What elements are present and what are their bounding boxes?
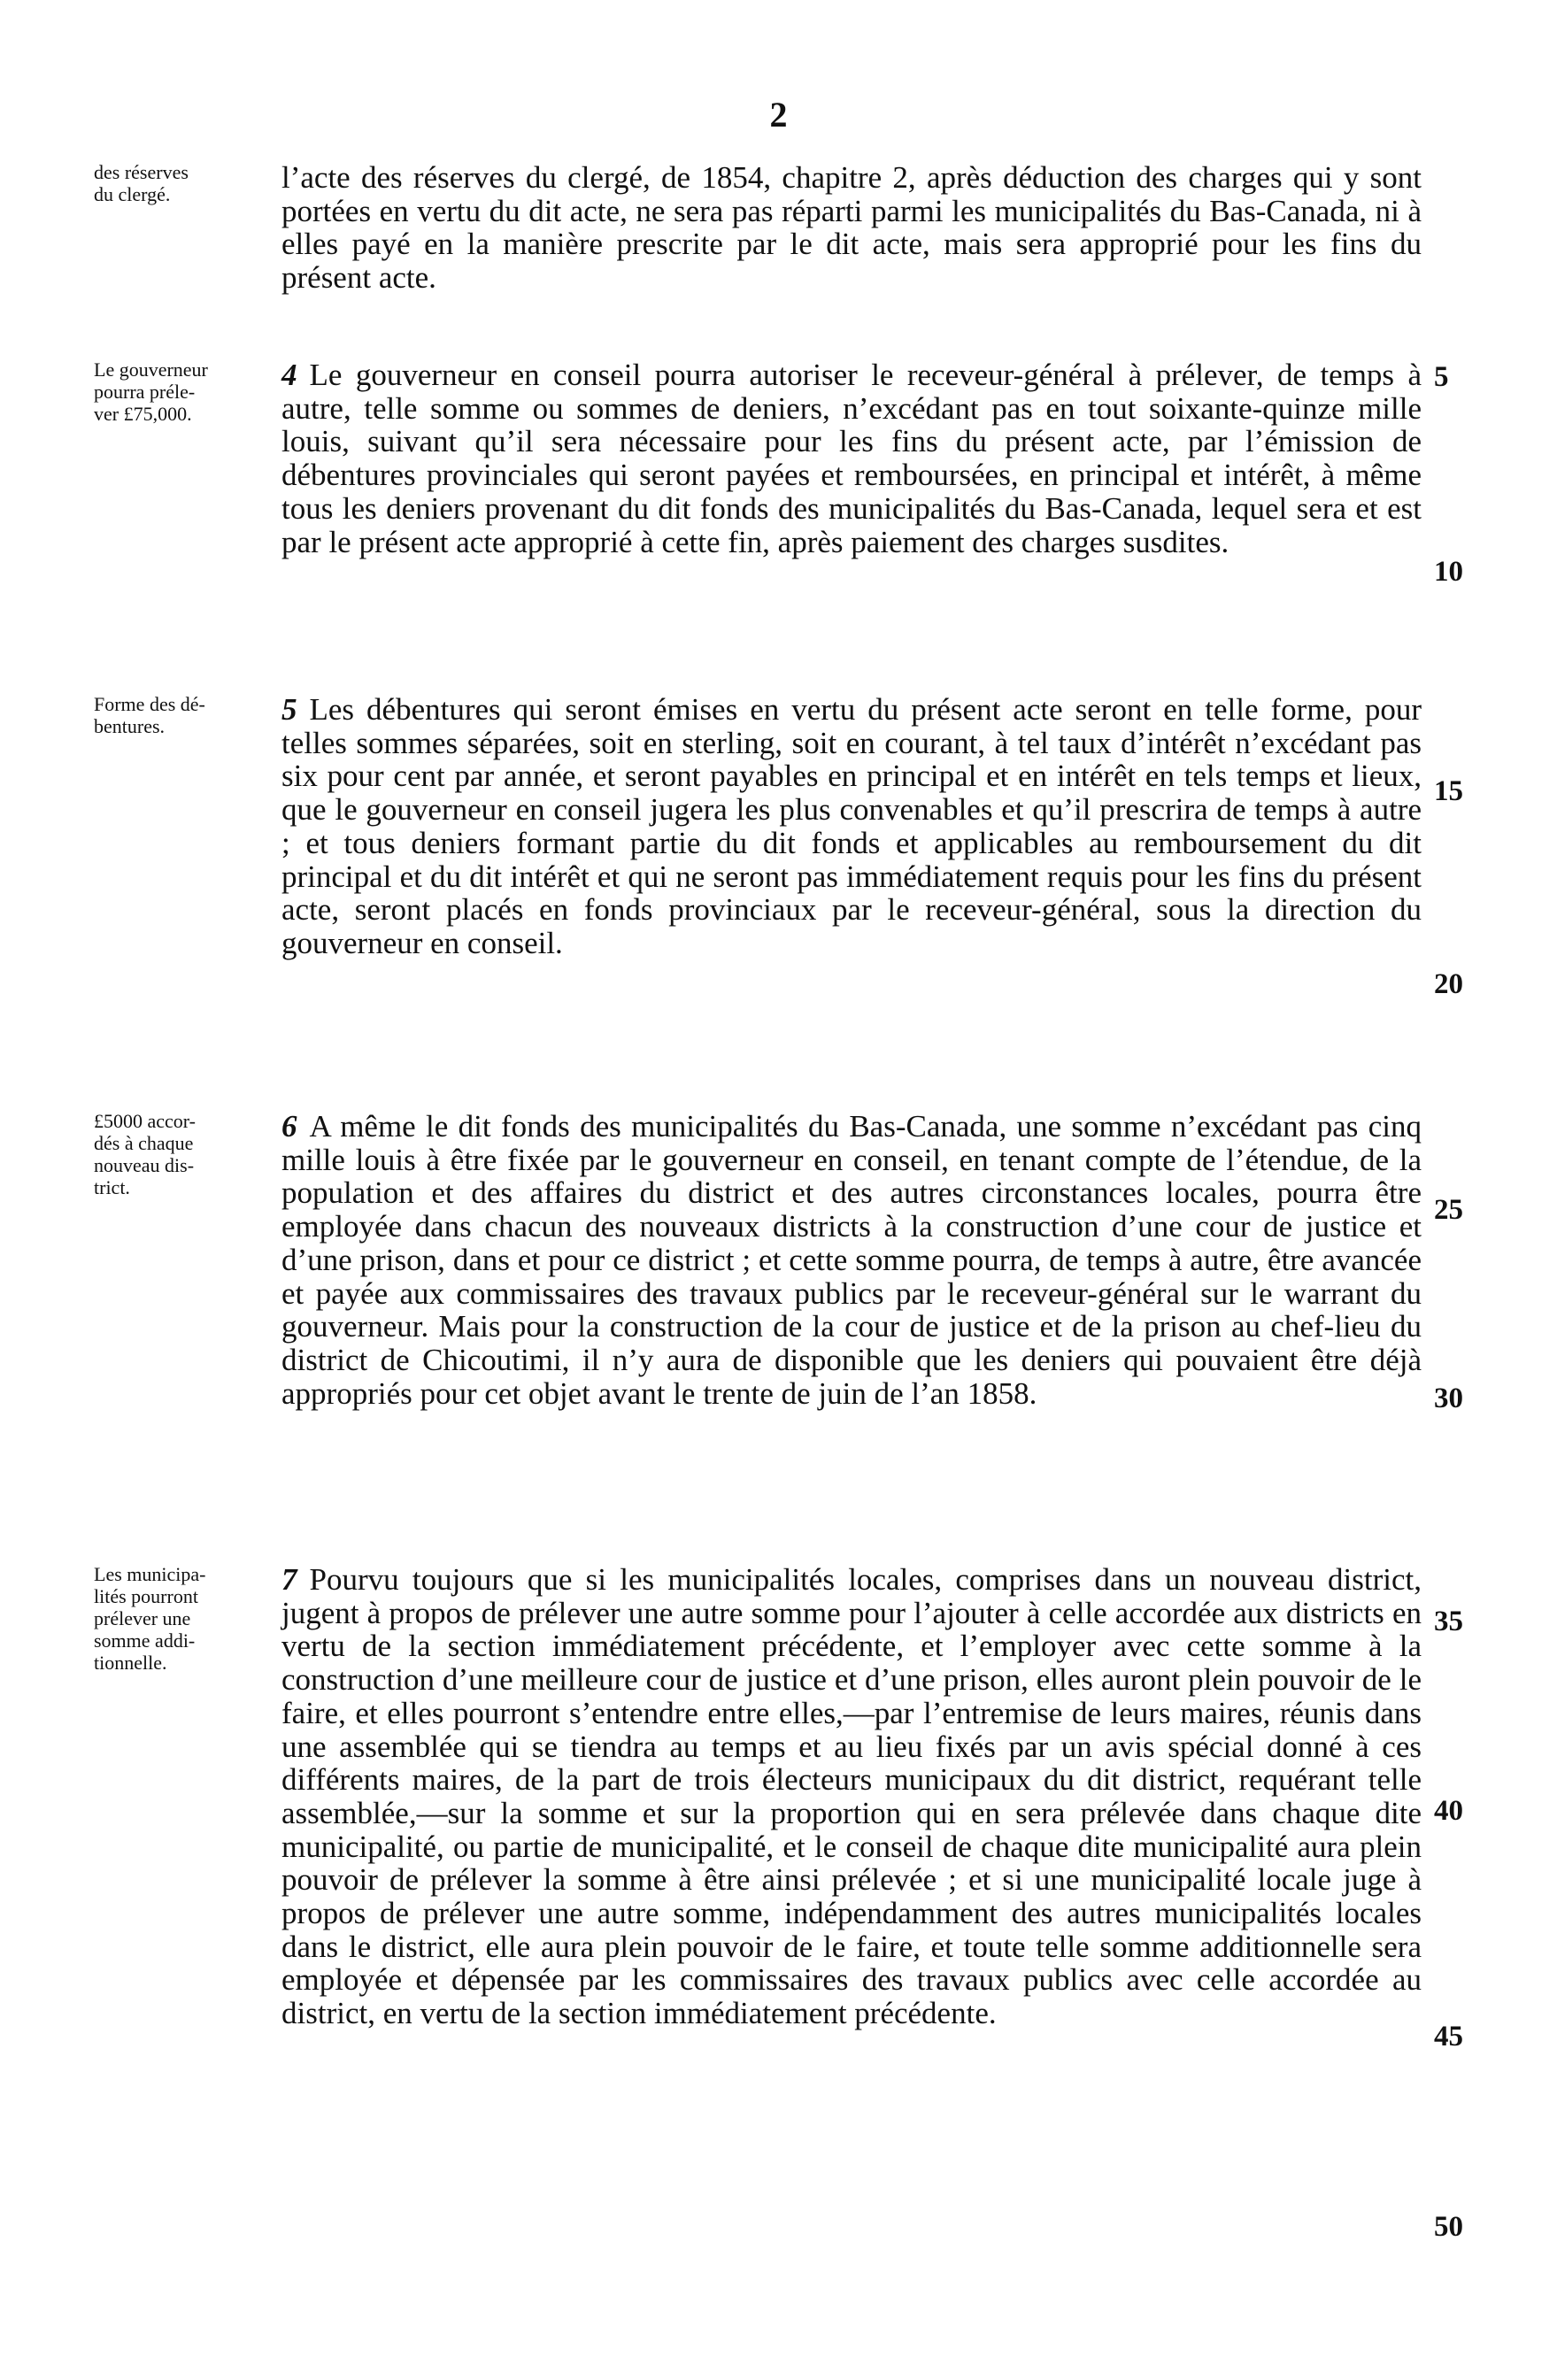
section-body: Le gouverneur en conseil pourra autoriser le receveur-général à prélever, de temps à autre, telle somme ou sommes de deniers, n’excédant pas en tout soixante-quinze mille louis, suivant qu’il sera nécessaire pour les fins du présent acte, par l’émission de débentures provinciales qui seront payées et remboursées, en principal et intérêt, à même tous les deniers provenant du dit fonds des municipalités du Bas-Canada, lequel sera et est par le présent acte approprié à cette fin, après paiement des charges susdites. <box>281 358 1422 559</box>
line-number: 5 <box>1434 361 1449 393</box>
line-number: 20 <box>1434 968 1463 1000</box>
margin-note: des réserves du clergé. <box>94 161 189 205</box>
page-number: 2 <box>769 95 788 135</box>
section-body: Pourvu toujours que si les municipalités locales, comprises dans un nouveau district, jugent à propos de prélever une autre somme pour l’ajouter à celle accordée aux districts en vertu de la section immédiatement précédente, et l’employer avec cette somme à la construction d’une meilleure cour de justice et d’une prison, elles auront plein pouvoir de le faire, et elles pourront s’entendre entre elles,—par l’entremise de leurs maires, réunis dans une assemblée qui se tiendra au temps et au lieu fixés par un avis spécial donné à ces différents maires, de la part de trois électeurs municipaux du dit district, requérant telle assemblée,—sur la somme et sur la proportion qui en sera prélevée dans chaque dite municipalité, ou partie de municipalité, et le conseil de chaque dite municipalité aura plein pouvoir de prélever la somme à être ainsi prélevée ; et si une municipalité locale juge à propos de prélever une autre somme, indépendamment des autres municipalités locales dans le district, elle aura plein pouvoir de le faire, et toute telle somme additionnelle sera employée et dépensée par les commissaires des travaux publics avec celle accordée au district, en vertu de la section immédiatement précédente. <box>281 1562 1422 2031</box>
section-text <box>281 161 1422 295</box>
section-body: A même le dit fonds des municipalités du Bas-Canada, une somme n’excédant pas cinq mille louis à être fixée par le gouverneur en conseil, en tenant compte de l’étendue, de la population et des affaires du district et des autres circonstances locales, pourra être employée dans chacun des nouveaux districts à la construction d’une cour de justice et d’une prison, dans et pour ce district ; et cette somme pourra, de temps à autre, être avancée et payée aux commissaires des travaux publics par le receveur-général sur le warrant du gouverneur. Mais pour la construction de la cour de justice et de la prison au chef-lieu du district de Chicoutimi, il n’y aura de disponible que les deniers qui pouvaient être déjà appropriés pour cet objet avant le trente de juin de l’an 1858. <box>281 1109 1422 1411</box>
line-number: 30 <box>1434 1383 1463 1414</box>
margin-note: Les municipa- lités pourront prélever une somme addi- tionnelle. <box>94 1563 206 1674</box>
line-number: 10 <box>1434 556 1463 588</box>
section-text <box>281 693 1422 960</box>
section-body: l’acte des réserves du clergé, de 1854, chapitre 2, après déduction des charges qui y sont portées en vertu du dit acte, ne sera pas réparti parmi les municipalités du Bas-Canada, ni à elles payé en la manière prescrite par le dit acte, mais sera approprié pour les fins du présent acte. <box>281 160 1422 296</box>
section-text <box>281 1563 1422 2030</box>
margin-note: Forme des dé- bentures. <box>94 693 205 737</box>
line-number: 15 <box>1434 775 1463 807</box>
section-text <box>281 1110 1422 1410</box>
line-number: 45 <box>1434 2021 1463 2053</box>
margin-note: £5000 accor- dés à chaque nouveau dis- trict. <box>94 1110 197 1198</box>
section-number: 7 <box>281 1562 297 1597</box>
margin-note: Le gouverneur pourra préle- ver £75,000. <box>94 358 208 425</box>
section-number: 6 <box>281 1109 297 1144</box>
line-number: 25 <box>1434 1194 1463 1226</box>
section-text <box>281 358 1422 558</box>
line-number: 50 <box>1434 2211 1463 2243</box>
section-number: 4 <box>281 358 297 392</box>
section-number: 5 <box>281 692 297 727</box>
line-number: 35 <box>1434 1606 1463 1637</box>
line-number: 40 <box>1434 1795 1463 1827</box>
section-body: Les débentures qui seront émises en vertu du présent acte seront en telle forme, pour telles sommes séparées, soit en sterling, soit en courant, à tel taux d’intérêt n’excédant pas six pour cent par année, et seront payables en principal et en intérêt en tels temps et lieux, que le gouverneur en conseil jugera les plus convenables et qu’il prescrira de temps à autre ; et tous deniers formant partie du dit fonds et applicables au remboursement du dit principal et du dit intérêt et qui ne seront pas immédiatement requis pour les fins du présent acte, seront placés en fonds provinciaux par le receveur-général, sous la direction du gouverneur en conseil. <box>281 692 1422 960</box>
